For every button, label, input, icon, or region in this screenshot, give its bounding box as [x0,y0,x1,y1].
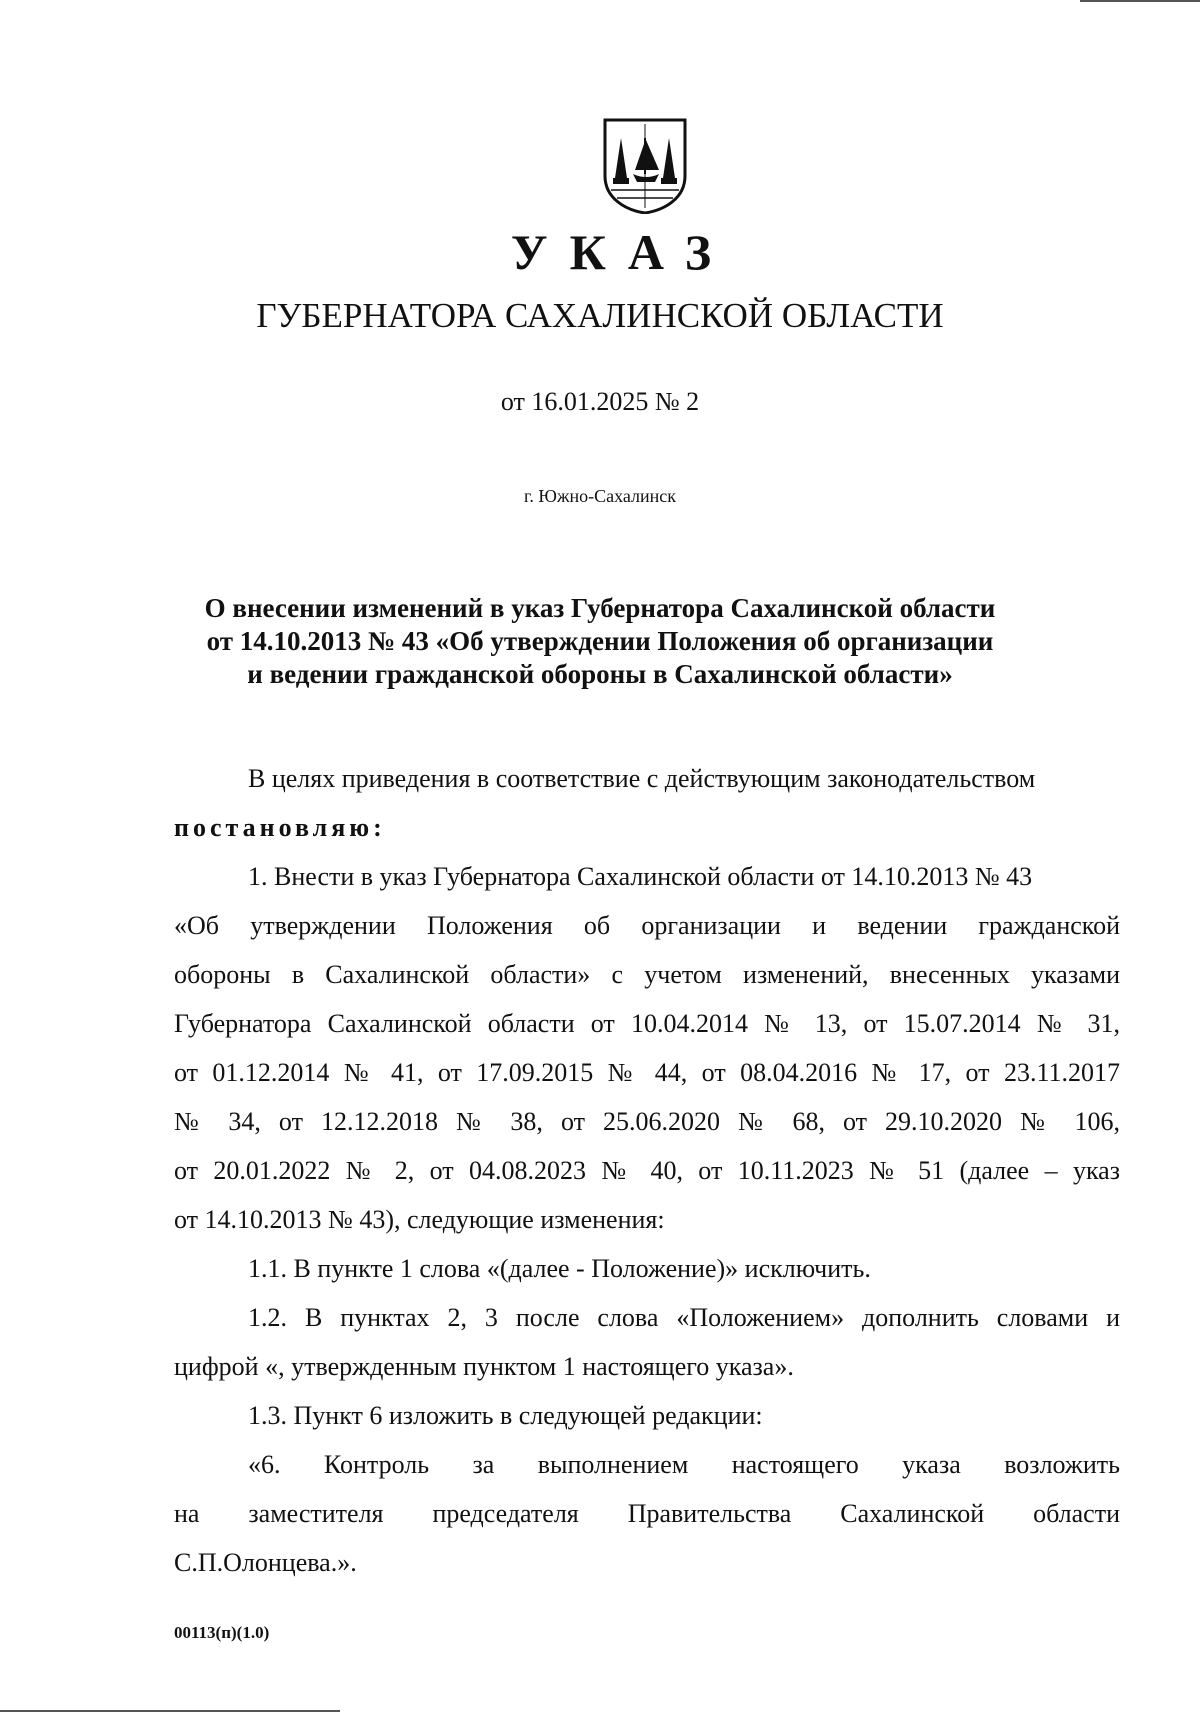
paragraph-line: Губернатора Сахалинской области от 10.04.2014 № 13, от 15.07.2014 № 31, [174,1009,1120,1038]
paragraph-line: 1.1. В пункте 1 слова «(далее - Положение)» исключить. [248,1254,871,1283]
paragraph-line: на заместителя председателя Правительства Сахалинской области [174,1499,1120,1528]
subject-line: от 14.10.2013 № 43 «Об утверждении Положения об организации [206,626,994,656]
subject-line: и ведении гражданской обороны в Сахалинской области» [247,659,953,689]
resolution-word: постановляю: [174,813,386,842]
document-code: 00113(п)(1.0) [174,1623,270,1642]
decree-subject [0,592,1200,691]
paragraph-line: 1. Внести в указ Губернатора Сахалинской области от 14.10.2013 № 43 [248,862,1033,891]
subject-line: О внесении изменений в указ Губернатора Сахалинской области [204,593,996,623]
scan-edge-bottom [0,1710,340,1712]
sakhalin-coat-of-arms-icon [601,118,689,214]
paragraph-line: С.П.Олонцева.». [174,1548,357,1577]
paragraph-line: 1.2. В пунктах 2, 3 после слова «Положением» дополнить словами и [248,1303,1120,1332]
issuer-title: ГУБЕРНАТОРА САХАЛИНСКОЙ ОБЛАСТИ [256,296,944,335]
scan-edge-top [1080,0,1200,2]
decree-title: УКАЗ [510,224,734,280]
paragraph-line: 1.3. Пункт 6 изложить в следующей редакции: [248,1401,763,1430]
paragraph-line: цифрой «, утвержденным пунктом 1 настоящего указа». [174,1352,794,1381]
decree-body [174,754,1120,1587]
paragraph-line: от 20.01.2022 № 2, от 04.08.2023 № 40, от 10.11.2023 № 51 (далее – указ [174,1156,1120,1185]
preamble-line: В целях приведения в соответствие с действующим законодательством [248,764,1036,793]
paragraph-line: «6. Контроль за выполнением настоящего указа возложить [248,1450,1120,1479]
paragraph-line: от 14.10.2013 № 43), следующие изменения: [174,1205,665,1234]
city-name: г. Южно-Сахалинск [523,486,677,506]
paragraph-line: обороны в Сахалинской области» с учетом изменений, внесенных указами [174,960,1120,989]
paragraph-line: от 01.12.2014 № 41, от 17.09.2015 № 44, от 08.04.2016 № 17, от 23.11.2017 [174,1058,1120,1087]
decree-date-number: от 16.01.2025 № 2 [500,387,700,416]
paragraph-line: «Об утверждении Положения об организации и ведении гражданской [174,911,1120,940]
paragraph-line: № 34, от 12.12.2018 № 38, от 25.06.2020 № 68, от 29.10.2020 № 106, [174,1107,1120,1136]
